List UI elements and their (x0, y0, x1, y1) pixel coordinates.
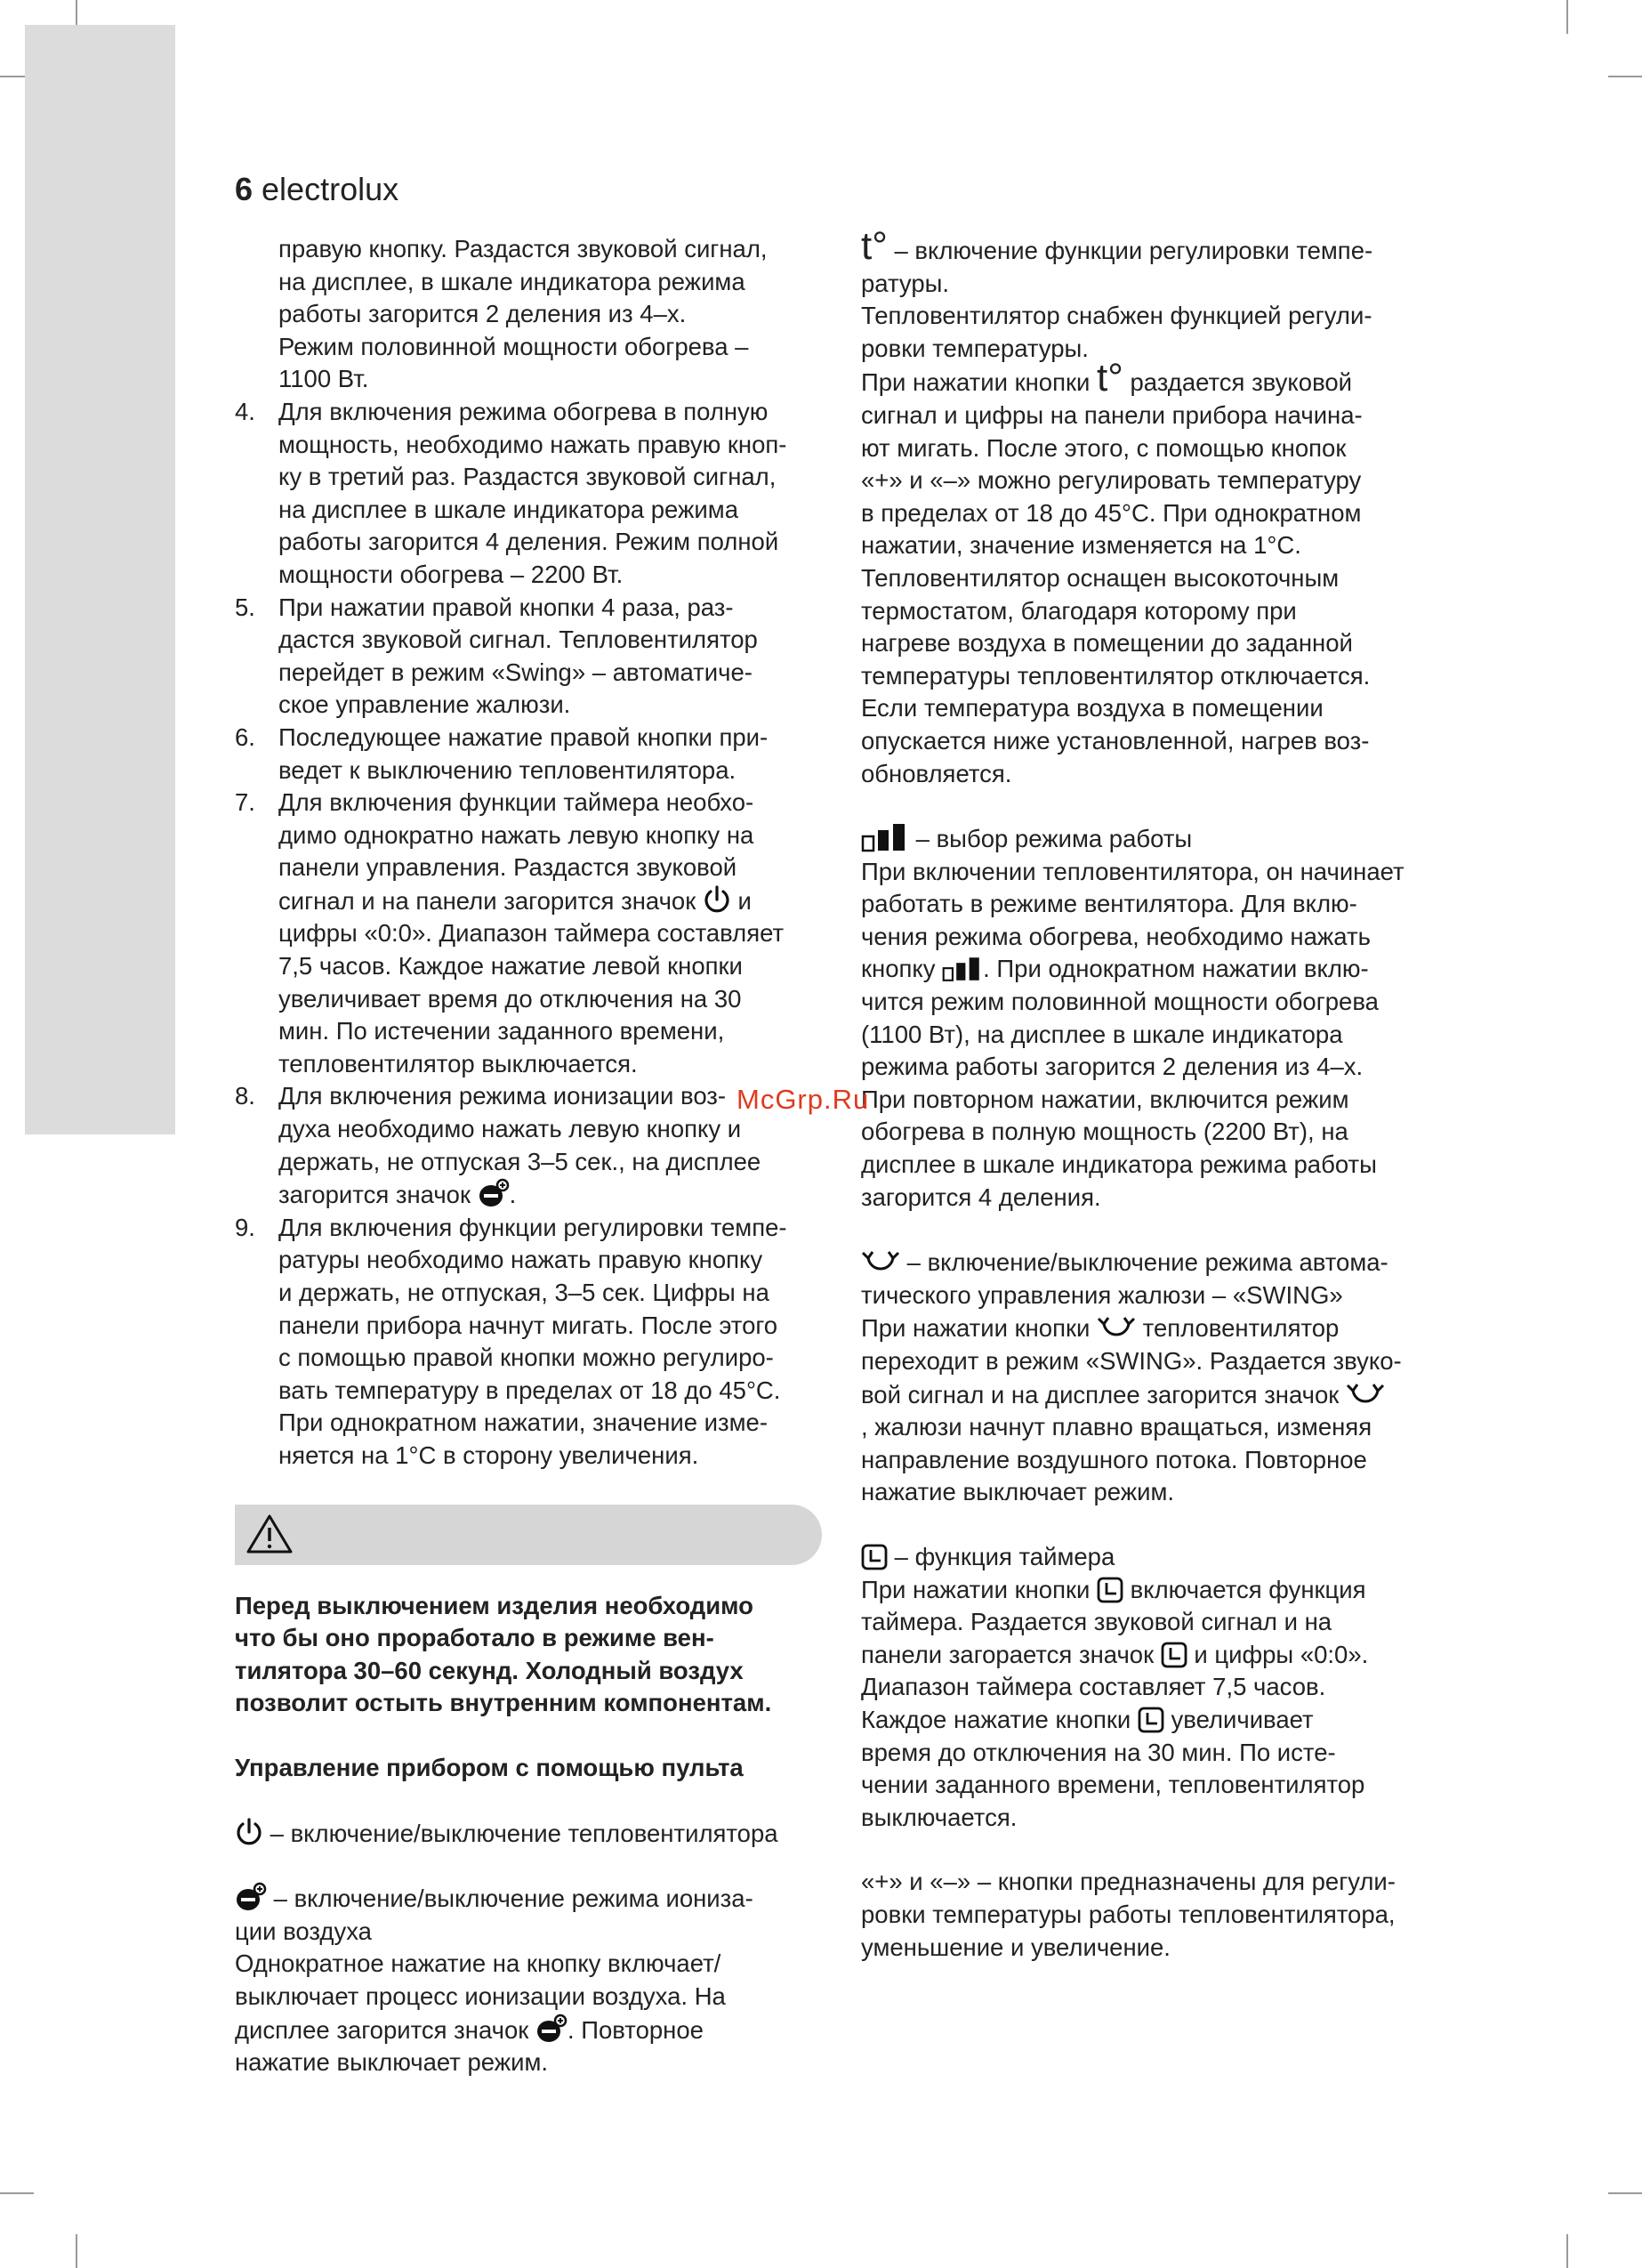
temperature-section: t° – включение функции регулировки темпе- ратуры. Тепловентилятор снабжен функцией регули- ровки температуры. При нажатии кнопки t° раздается звуковой сигнал и цифры на панели прибора начина- ют мигать. После этого, с помощью кнопок «+» и «–» можно регулировать температуру в пределах от 18 до 45°С. При однократном нажатии, значение изменяется на 1°С. Тепловентилятор оснащен высокоточным термостатом, благодаря которому при нагреве воздуха в помещении до заданной температуры тепловентилятор отключается. Если температура воздуха в помещении опускается ниже установленной, нагрев воз- обновляется. (861, 224, 1373, 787)
timer-section: – функция таймера При нажатии кнопки включается функция таймера. Раздается звуковой сигнал и на панели загорается значок и цифры «0:0». Диапазон таймера составляет 7,5 часов. Каждое нажатие кнопки увеличивает время до отключения на 30 мин. По исте- чении заданного времени, тепловентилятор выключается. (861, 1542, 1369, 1831)
list-item: 9. Для включения функции регулировки темпе- ратуры необходимо нажать правую кнопку и держать, не отпуская, 3–5 сек. Цифры на панели прибора начнут мигать. После этого с помощью правой кнопки можно регулиро- вать температуру в пределах от 18 до 45°С. При однократном нажатии, значение изме- няется на 1°С в сторону увеличения. (235, 1213, 787, 1469)
swing-icon (1346, 1378, 1385, 1408)
plus-minus-section: «+» и «–» – кнопки предназначены для регули- ровки температуры работы тепловентилятора, уменьшение и увеличение. (861, 1868, 1396, 1961)
temperature-icon: t° (1097, 356, 1123, 400)
list-item: 8. Для включения режима ионизации воз- духа необходимо нажать левую кнопку и держать, не отпуская 3–5 сек., на дисплее загорится значок . (235, 1082, 761, 1209)
page-number: 6 (235, 171, 254, 207)
list-item: 6. Последующее нажатие правой кнопки при- ведет к выключению тепловентилятора. (235, 722, 769, 784)
crop-mark (76, 2234, 77, 2268)
list-item: 4. Для включения режима обогрева в полную мощность, необходимо нажать правую кноп- ку в третий раз. Раздастся звуковой сигнал, на дисплее в шкале индикатора режима работы загорится 4 деления. Режим полной мощности обогрева – 2200 Вт. (235, 397, 787, 588)
warning-banner (235, 1505, 822, 1565)
ionization-description: – включение/выключение режима иониза- ции воздуха Однократное нажатие на кнопку включает/ выключает процесс ионизации воздуха. На дисплее загорится значок . Повторное нажатие выключает режим. (235, 1882, 822, 2079)
swing-icon (1097, 1312, 1136, 1342)
power-icon (235, 1817, 263, 1847)
crop-mark (1566, 2234, 1568, 2268)
mode-section: – выбор режима работы При включении тепловентилятора, он начинает работать в режиме вентилятора. Для вклю- чения режима обогрева, необходимо нажать кнопку . При однократном нажатии вклю- чится режим половинной мощности обогрева (1100 Вт), на дисплее в шкале индикатора режима работы загорится 2 деления из 4–х. При повторном нажатии, включится режим обогрева в полную мощность (2200 Вт), на дисплее в шкале индикатора режима работы загорится 4 деления. (861, 822, 1448, 1214)
warning-icon (245, 1513, 294, 1554)
page-header (235, 171, 398, 208)
timer-icon (1161, 1642, 1187, 1668)
ionizer-icon (535, 2014, 567, 2044)
section-heading: Управление прибором с помощью пульта (235, 1753, 744, 1781)
timer-icon (1097, 1577, 1123, 1603)
warning-text: Перед выключением изделия необходимо что бы оно проработало в режиме вен- тилятора 30–60 секунд. Холодный воздух позволит остыть внутренним компонентам. (235, 1591, 772, 1717)
brand-name: electrolux (262, 171, 399, 207)
swing-section: – включение/выключение режима автома- тического управления жалюзи – «SWING» При нажатии кнопки тепловентилятор переходит в режим «SWING». Раздается звуко- вой сигнал и на дисплее загорится значок , жалюзи начнут плавно вращаться, изменяя направление воздушного потока. Повторное нажатие выключает режим. (861, 1246, 1448, 1509)
ionizer-icon (235, 1882, 267, 1912)
mode-bars-icon (861, 822, 909, 852)
side-tab (25, 25, 175, 1134)
ionizer-icon (478, 1178, 510, 1208)
timer-icon (1138, 1707, 1164, 1733)
watermark: McGrp.Ru (736, 1084, 870, 1115)
power-description: – включение/выключение тепловентилятора (235, 1817, 822, 1851)
swing-icon (861, 1246, 900, 1276)
timer-icon (861, 1544, 888, 1570)
continued-paragraph: правую кнопку. Раздастся звуковой сигнал, на дисплее, в шкале индикатора режима работы загорится 2 деления из 4–х. Режим половинной мощности обогрева – 1100 Вт. (278, 235, 768, 393)
list-item: 7. Для включения функции таймера необхо- димо однократно нажать левую кнопку на панели управления. Раздастся звуковой сигнал и на панели загорится значок и цифры «0:0». Диапазон таймера составляет 7,5 часов. Каждое нажатие левой кнопки увеличивает время до отключения на 30 мин. По истечении заданного времени, тепловентилятор выключается. (235, 788, 785, 1078)
crop-mark (0, 2192, 34, 2194)
crop-mark (1608, 2192, 1642, 2194)
right-column (861, 224, 1448, 1964)
left-column (235, 233, 822, 2079)
list-item: 5. При нажатии правой кнопки 4 раза, раз- дастся звуковой сигнал. Тепловентилятор перейдет в режим «Swing» – автоматиче- ское управление жалюзи. (235, 593, 758, 719)
temperature-icon: t° (861, 224, 888, 268)
power-icon (703, 884, 731, 915)
crop-mark (1608, 76, 1642, 77)
crop-mark (1566, 0, 1568, 34)
mode-bars-icon (942, 956, 983, 982)
